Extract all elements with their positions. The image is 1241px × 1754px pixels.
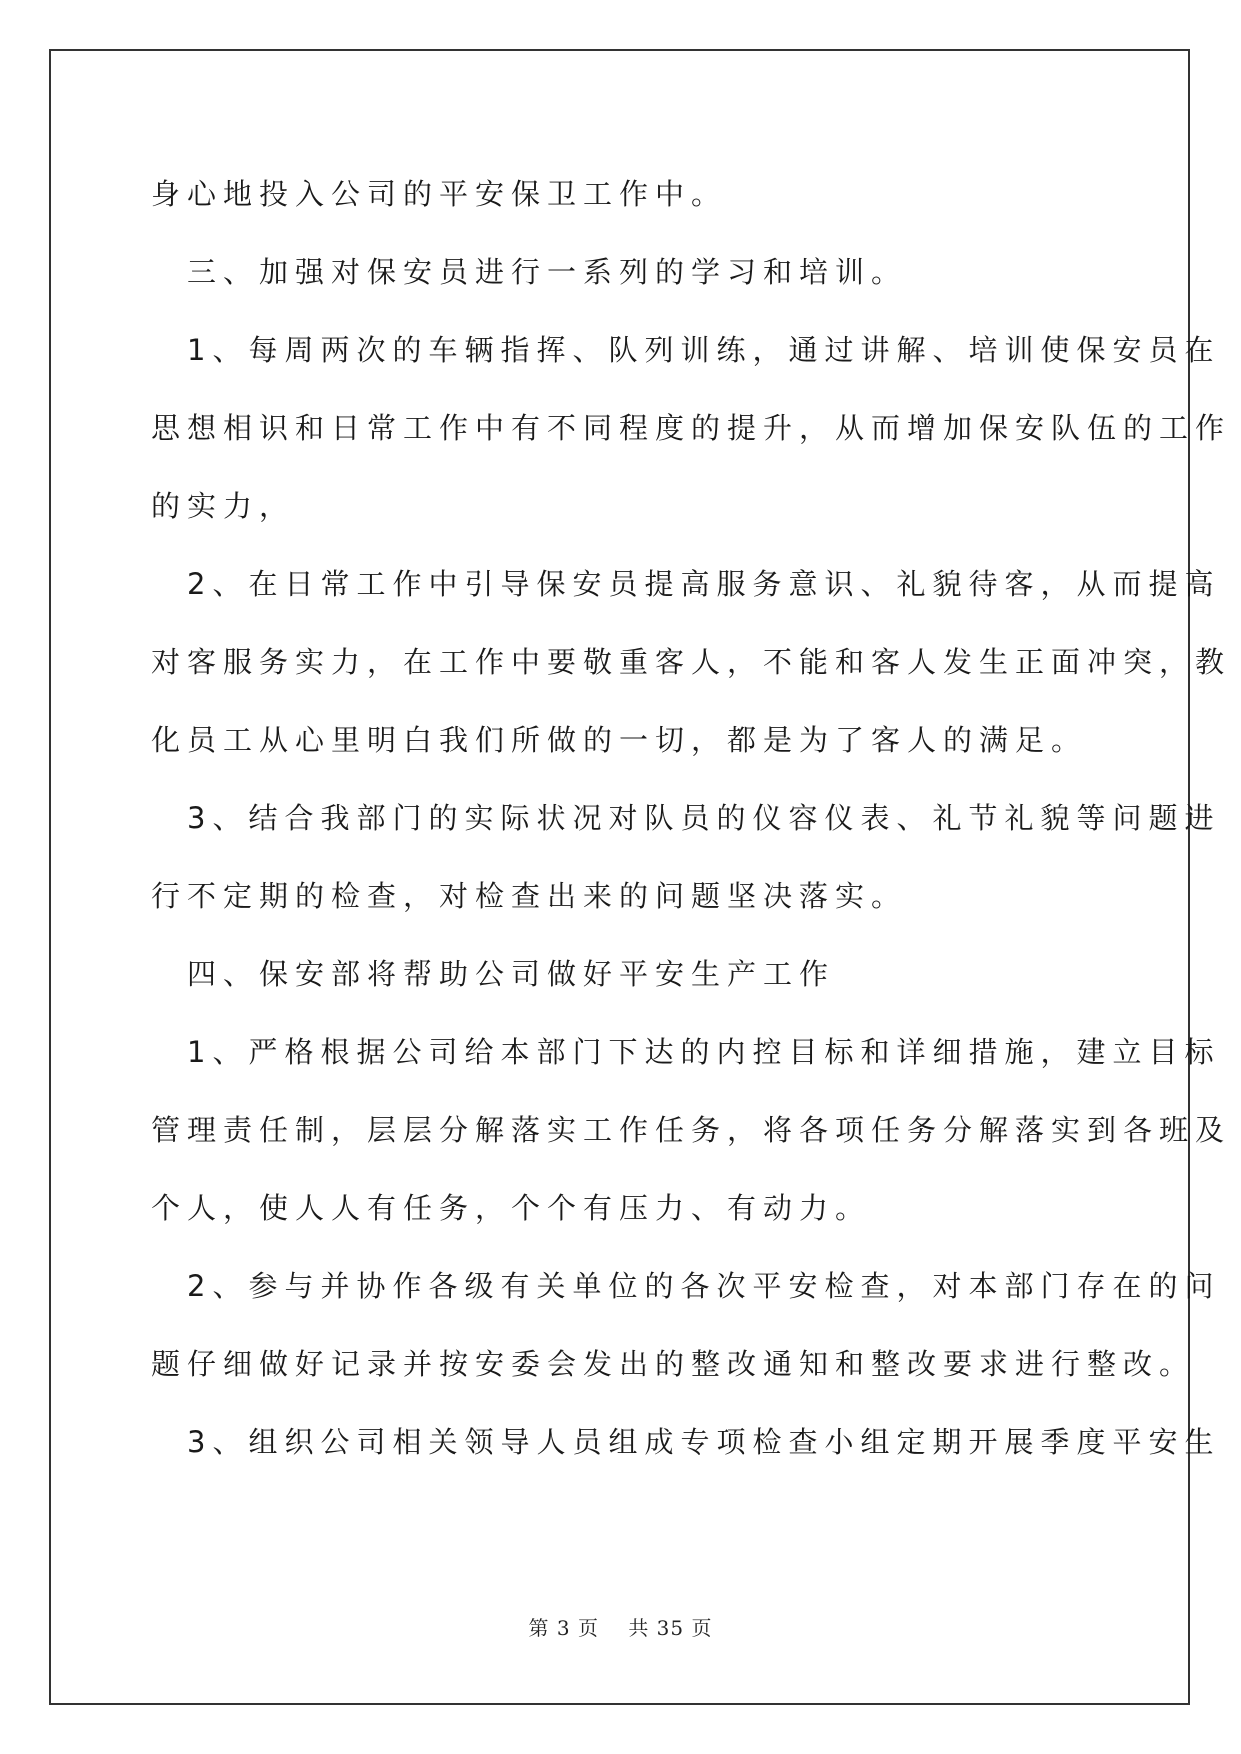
text-line: 对客服务实力，在工作中要敬重客人，不能和客人发生正面冲突，教: [151, 645, 1232, 679]
text-line: 3、结合我部门的实际状况对队员的仪容仪表、礼节礼貌等问题进: [151, 801, 1221, 835]
text-line: 身心地投入公司的平安保卫工作中。: [151, 177, 728, 211]
text-line: 1、严格根据公司给本部门下达的内控目标和详细措施，建立目标: [151, 1035, 1221, 1069]
text-line: 个人，使人人有任务，个个有压力、有动力。: [151, 1191, 872, 1225]
document-body: [151, 155, 1232, 1481]
page-total: 共 35 页: [628, 1616, 713, 1640]
text-line: 化员工从心里明白我们所做的一切，都是为了客人的满足。: [151, 723, 1088, 757]
text-line: 行不定期的检查，对检查出来的问题坚决落实。: [151, 879, 908, 913]
text-line: 思想相识和日常工作中有不同程度的提升，从而增加保安队伍的工作: [151, 411, 1232, 445]
text-line: 1、每周两次的车辆指挥、队列训练，通过讲解、培训使保安员在: [151, 333, 1221, 367]
text-line: 2、参与并协作各级有关单位的各次平安检查，对本部门存在的问: [151, 1269, 1221, 1303]
text-line: 题仔细做好记录并按安委会发出的整改通知和整改要求进行整改。: [151, 1347, 1196, 1381]
text-line: 管理责任制，层层分解落实工作任务，将各项任务分解落实到各班及: [151, 1113, 1232, 1147]
text-line: 的实力，: [151, 489, 296, 523]
section-heading: 四、保安部将帮助公司做好平安生产工作: [151, 957, 836, 991]
section-heading: 三、加强对保安员进行一系列的学习和培训。: [151, 255, 908, 289]
text-line: 2、在日常工作中引导保安员提高服务意识、礼貌待客，从而提高: [151, 567, 1221, 601]
text-line: 3、组织公司相关领导人员组成专项检查小组定期开展季度平安生: [151, 1425, 1221, 1459]
page-number: 第 3 页: [528, 1616, 599, 1640]
page-footer: [0, 1612, 1241, 1641]
